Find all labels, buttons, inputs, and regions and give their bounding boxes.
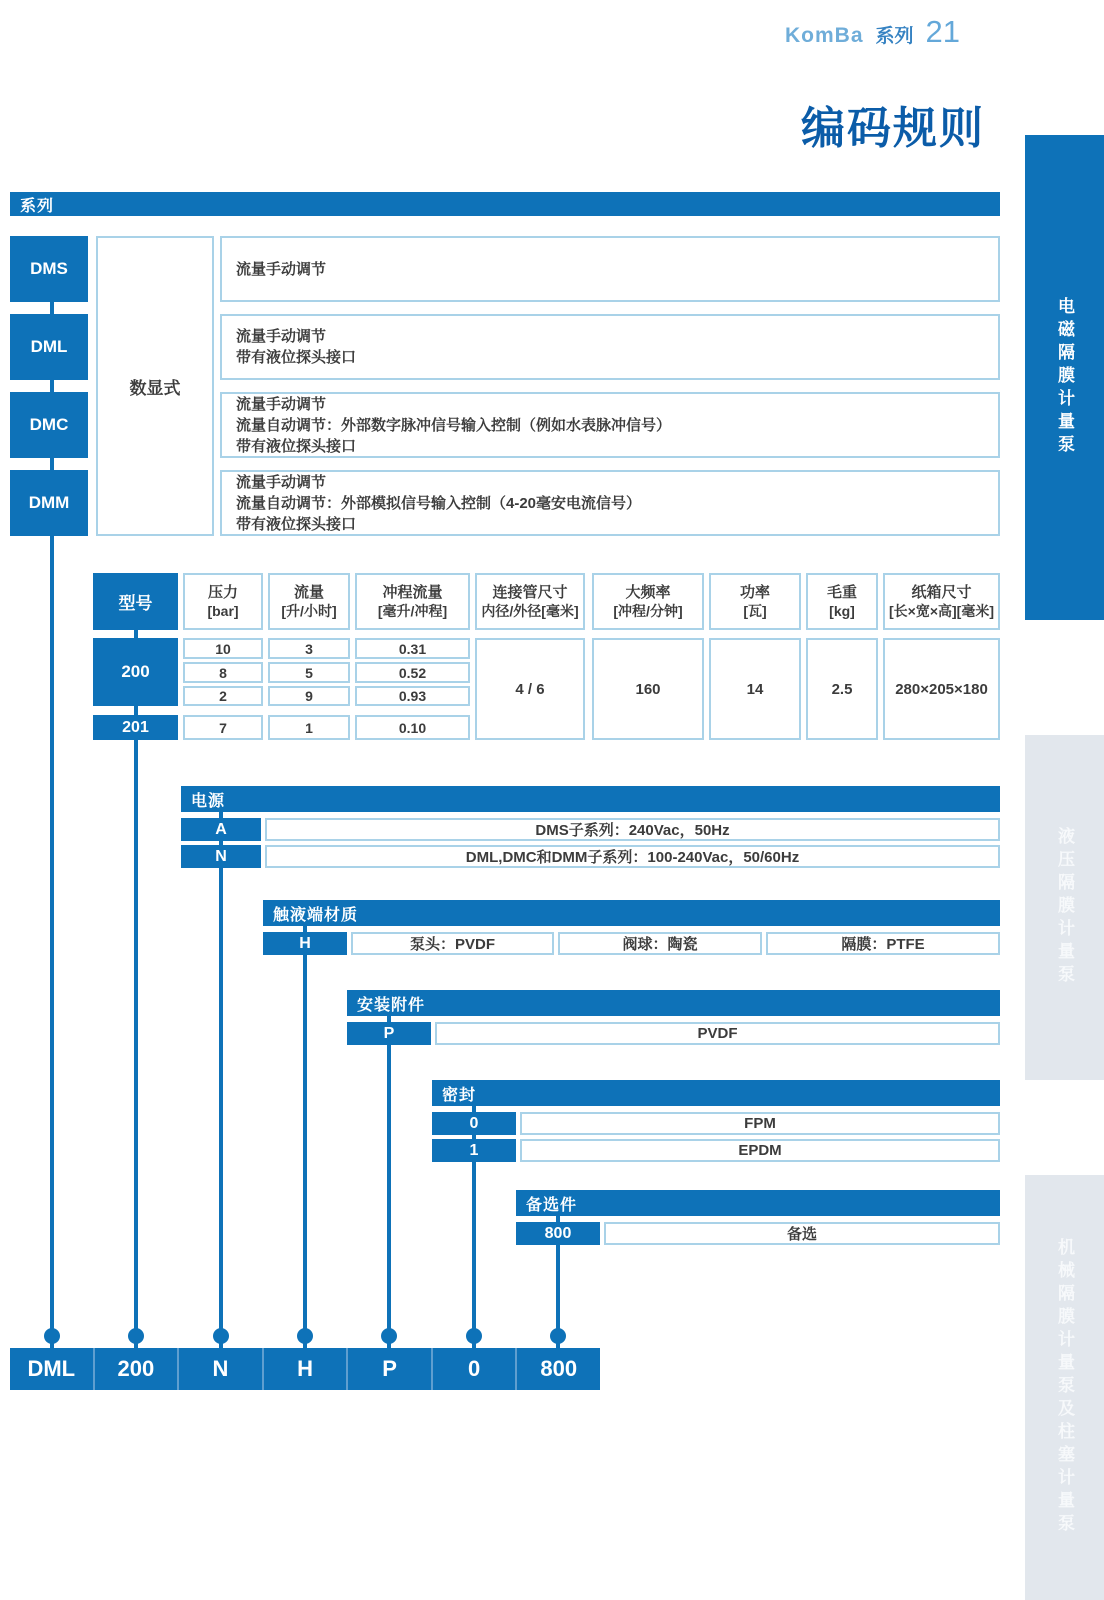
connector-dot (128, 1328, 144, 1344)
model-cell-200: 200 (93, 638, 178, 706)
sidebar-tab-mechanical-diaphragm-plunger-pump: 机械隔膜计量泵及柱塞计量泵 (1025, 1175, 1104, 1600)
column-unit: [毫升/冲程] (377, 602, 448, 619)
table-cell: 5 (268, 662, 350, 683)
table-cell: 0.31 (355, 638, 470, 659)
section-bar-power-supply: 电源 (181, 786, 1000, 812)
desc-line: 流量自动调节：外部数字脉冲信号输入控制（例如水表脉冲信号） (236, 416, 672, 434)
model-column-header: 型号 (93, 573, 178, 630)
option-value: 泵头：PVDF (351, 932, 554, 955)
code-segment-material: H (262, 1348, 347, 1390)
table-cell: 0.10 (355, 715, 470, 740)
column-title: 毛重 (826, 583, 857, 601)
column-unit: 内径/外径[毫米] (481, 602, 579, 619)
series-code-dms: DMS (10, 236, 88, 302)
column-unit: [冲程/分钟] (613, 602, 683, 619)
section-bar-seal: 密封 (432, 1080, 1000, 1106)
connector-dot (297, 1328, 313, 1344)
column-title: 纸箱尺寸 (911, 583, 972, 601)
series-desc-dmc (220, 392, 1000, 458)
merged-cell-pipe-size: 4 / 6 (475, 638, 585, 740)
option-code: H (263, 932, 347, 955)
column-title: 流量 (293, 583, 324, 601)
desc-line: 流量手动调节 (236, 328, 327, 345)
series-desc-dmm (220, 470, 1000, 536)
table-cell: 10 (183, 638, 263, 659)
desc-line: 流量自动调节：外部模拟信号输入控制（4-20毫安电流信号） (236, 494, 642, 512)
option-value: 隔膜：PTFE (766, 932, 1000, 955)
connector-line (219, 800, 223, 1348)
option-value: EPDM (520, 1139, 1000, 1162)
column-header-flow (268, 573, 350, 630)
page-header (700, 14, 960, 50)
table-cell: 0.52 (355, 662, 470, 683)
option-value: 备选 (604, 1222, 1000, 1245)
option-value: DMS子系列：240Vac，50Hz (265, 818, 1000, 841)
column-title: 冲程流量 (382, 583, 443, 601)
page-title: 编码规则 (801, 104, 985, 153)
table-cell: 2 (183, 686, 263, 706)
option-code: P (347, 1022, 431, 1045)
section-bar-optional-parts: 备选件 (516, 1190, 1000, 1216)
column-title: 压力 (207, 583, 238, 601)
column-title: 大频率 (625, 583, 671, 601)
option-value: DML,DMC和DMM子系列：100-240Vac，50/60Hz (265, 845, 1000, 868)
merged-cell-gross-weight: 2.5 (806, 638, 878, 740)
connector-line (387, 1002, 391, 1348)
code-segment-accessory: P (346, 1348, 431, 1390)
column-unit: [长×宽×高][毫米] (889, 602, 994, 619)
table-cell: 3 (268, 638, 350, 659)
code-segment-model: 200 (93, 1348, 178, 1390)
series-header-bar: 系列 (10, 192, 1000, 216)
table-cell: 8 (183, 662, 263, 683)
column-header-carton-size (883, 573, 1000, 630)
option-value: FPM (520, 1112, 1000, 1135)
column-unit: [bar] (207, 602, 239, 619)
connector-dot (550, 1328, 566, 1344)
option-code: N (181, 845, 261, 868)
column-unit: [kg] (829, 602, 855, 619)
brand-name: KomBa (784, 24, 864, 47)
sidebar-tab-hydraulic-diaphragm-pump: 液压隔膜计量泵 (1025, 735, 1104, 1080)
desc-line: 带有液位探头接口 (236, 515, 357, 533)
column-header-pressure (183, 573, 263, 630)
column-header-max-frequency (592, 573, 704, 630)
series-code-dmc: DMC (10, 392, 88, 458)
column-unit: [瓦] (743, 602, 767, 619)
series-code-dmm: DMM (10, 470, 88, 536)
merged-cell-max-frequency: 160 (592, 638, 704, 740)
connector-line (303, 912, 307, 1348)
series-desc-dms (220, 236, 1000, 302)
connector-dot (466, 1328, 482, 1344)
connector-dot (213, 1328, 229, 1344)
column-header-stroke-flow (355, 573, 470, 630)
code-segment-seal: 0 (431, 1348, 516, 1390)
column-unit: [升/小时] (281, 602, 337, 619)
desc-line: 流量手动调节 (236, 395, 327, 413)
desc-line: 流量手动调节 (236, 473, 327, 491)
section-bar-mounting-accessory: 安装附件 (347, 990, 1000, 1016)
code-segment-optional: 800 (515, 1348, 600, 1390)
sidebar-tab-solenoid-diaphragm-pump: 电磁隔膜计量泵 (1025, 135, 1104, 620)
series-code-dml: DML (10, 314, 88, 380)
series-group-label: 数显式 (96, 236, 214, 536)
merged-cell-power: 14 (709, 638, 801, 740)
model-code-bar (10, 1348, 600, 1390)
series-desc-dml (220, 314, 1000, 380)
code-segment-power: N (177, 1348, 262, 1390)
connector-dot (44, 1328, 60, 1344)
column-header-gross-weight (806, 573, 878, 630)
desc-line: 流量手动调节 (236, 260, 327, 278)
brand-suffix: 系列 (875, 26, 914, 47)
column-header-power (709, 573, 801, 630)
option-code: 1 (432, 1139, 516, 1162)
column-header-pipe-size (475, 573, 585, 630)
table-cell: 0.93 (355, 686, 470, 706)
table-cell: 7 (183, 715, 263, 740)
table-cell: 1 (268, 715, 350, 740)
option-code: A (181, 818, 261, 841)
connector-dot (381, 1328, 397, 1344)
column-title: 连接管尺寸 (492, 583, 568, 601)
merged-cell-carton-size: 280×205×180 (883, 638, 1000, 740)
section-bar-wetted-material: 触液端材质 (263, 900, 1000, 926)
desc-line: 带有液位探头接口 (236, 349, 357, 366)
option-value: PVDF (435, 1022, 1000, 1045)
table-cell: 9 (268, 686, 350, 706)
option-value: 阀球：陶瓷 (558, 932, 762, 955)
code-segment-series: DML (27, 1356, 76, 1381)
desc-line: 带有液位探头接口 (236, 437, 357, 455)
page-number: 21 (925, 14, 960, 49)
option-code: 800 (516, 1222, 600, 1245)
model-cell-201: 201 (93, 715, 178, 740)
option-code: 0 (432, 1112, 516, 1135)
column-title: 功率 (739, 583, 770, 601)
